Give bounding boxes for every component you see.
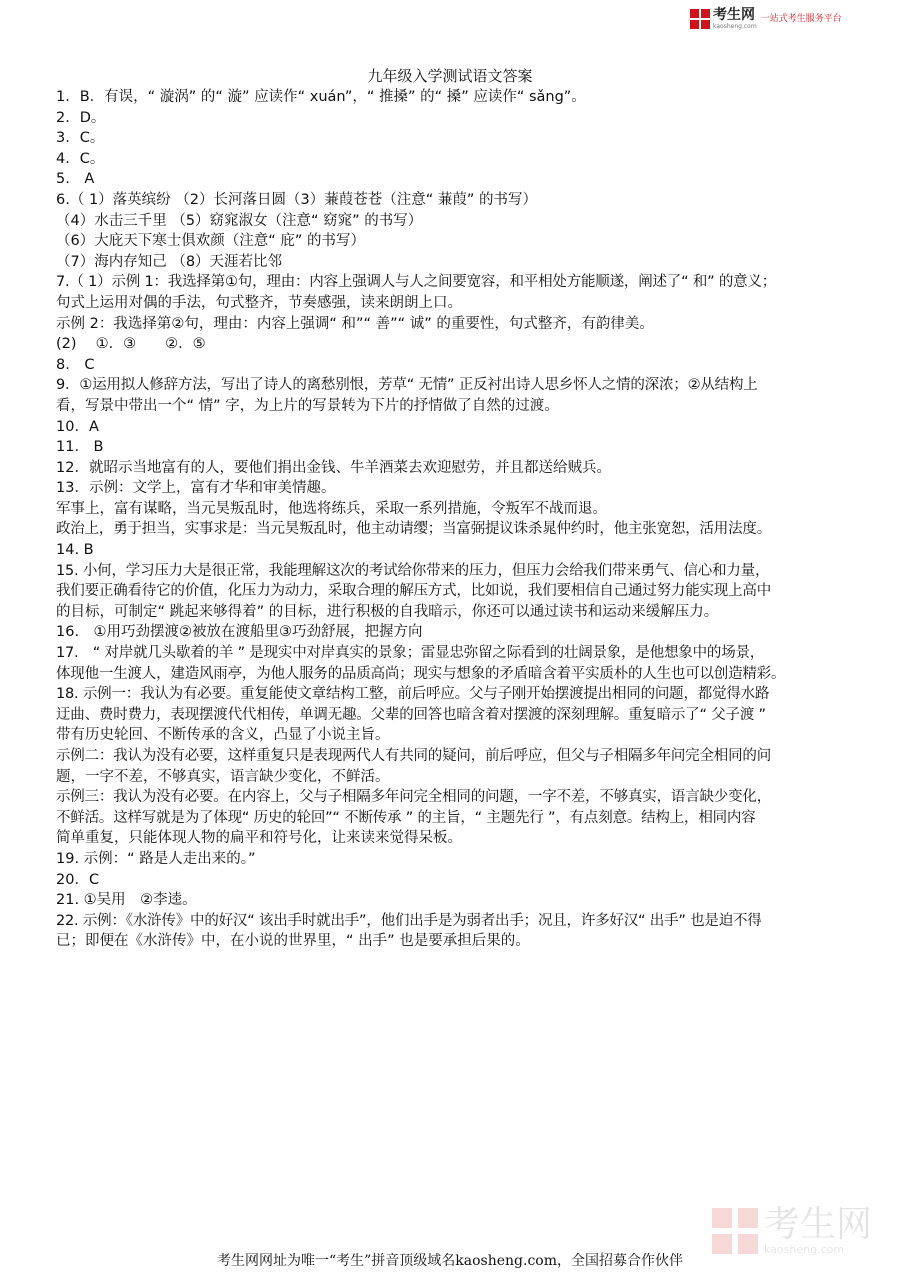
answer-line: 示例 2：我选择第②句，理由：内容上强调“ 和”“ 善”“ 诚” 的重要性，句式整齐，有韵律美。 <box>56 315 654 332</box>
answer-line: 迂曲、费时费力，表现摆渡代代相传，单调无趣。父辈的回答也暗含着对摆渡的深刻理解。重复暗示了“ 父子渡 ” <box>56 706 766 723</box>
answer-line: 已；即便在《水浒传》中，在小说的世界里，“ 出手” 也是要承担后果的。 <box>56 933 530 950</box>
answer-line: 军事上，富有谋略，当元昊叛乱时，他选将练兵，采取一系列措施，令叛军不战而退。 <box>56 500 607 517</box>
page-footer: 考生网网址为唯一“考生”拼音顶级域名kaosheng.com，全国招募合作伙伴 <box>216 1253 684 1269</box>
logo-name: 考生网 <box>713 7 755 23</box>
answer-line: 政治上，勇于担当，实事求是：当元昊叛乱时，他主动请缨；当富弼提议诛杀晁仲约时，他主张宽恕，活用法度。 <box>56 521 771 538</box>
answer-line: 的目标，可制定“ 跳起来够得着” 的目标，进行积极的自我暗示，你还可以通过读书和运动来缓解压力。 <box>56 603 719 620</box>
answer-line: 7.（ 1）示例 1：我选择第①句，理由：内容上强调人与人之间要宽容，和平相处方能顺遂，阐述了“ 和” 的意义； <box>56 274 777 291</box>
answer-line: 简单重复，只能体现人物的扁平和符号化，让来读来觉得呆板。 <box>56 830 462 847</box>
answer-line: （6）大庇天下寒士俱欢颜（注意“ 庇” 的书写） <box>56 233 365 250</box>
answer-line: 看，写景中带出一个“ 情” 字，为上片的写景转为下片的抒情做了自然的过渡。 <box>56 397 559 414</box>
logo-domain: kaosheng.com <box>713 23 757 30</box>
answer-line: (2) ①．③ ②．⑤ <box>56 336 206 353</box>
answer-line: 21. ①吴用 ②李逵。 <box>56 892 197 909</box>
answer-line: （7）海内存知己 （8）天涯若比邻 <box>56 253 283 270</box>
answer-line: 9．①运用拟人修辞方法，写出了诗人的离愁别恨，芳草“ 无情” 正反衬出诗人思乡怀人之情的深浓；②从结构上 <box>56 377 758 394</box>
answer-line: 5. A <box>56 171 95 188</box>
answer-line: 22. 示例：《水浒传》中的好汉“ 该出手时就出手”，他们出手是为弱者出手；况且，许多好汉“ 出手” 也是迫不得 <box>56 912 762 929</box>
answer-line: 8. C <box>56 356 95 373</box>
answer-content <box>56 87 856 952</box>
answer-line: 我们要正确看待它的价值，化压力为动力，采取合理的解压方式，比如说，我们要相信自己通过努力能实现上高中 <box>56 583 771 600</box>
answer-line: 1．B．有误，“ 漩涡” 的“ 漩” 应读作“ xuán”，“ 推搡” 的“ 搡” 应读作“ sǎng”。 <box>56 89 586 105</box>
answer-line: 11． B <box>56 439 104 456</box>
answer-line: 带有历史轮回、不断传承的含义，凸显了小说主旨。 <box>56 727 390 744</box>
watermark-logo <box>712 1206 872 1256</box>
watermark-name: 考生网 <box>764 1204 873 1245</box>
answer-line: 2．D。 <box>56 109 106 126</box>
answer-line: 6.（ 1）落英缤纷 （2）长河落日圆（3）蒹葭苍苍（注意“ 蒹葭” 的书写） <box>56 191 537 208</box>
logo-slogan: 一站式考生服务平台 <box>760 14 842 24</box>
answer-line: 3．C。 <box>56 130 105 147</box>
answer-line: 13．示例：文学上，富有才华和审美情趣。 <box>56 480 336 497</box>
answer-line: 体现他一生渡人，建造风雨亭，为他人服务的品质高尚；现实与想象的矛盾暗含着平实质朴的人生也可以创造精彩。 <box>56 665 786 682</box>
answer-line: 12．就昭示当地富有的人，要他们捐出金钱、牛羊酒菜去欢迎慰劳，并且都送给贼兵。 <box>56 459 611 476</box>
answer-line: 4．C。 <box>56 150 105 167</box>
watermark-icon <box>712 1208 758 1254</box>
watermark-domain: kaosheng.com <box>764 1243 845 1256</box>
document-title: 九年级入学测试语文答案 <box>367 67 533 85</box>
answer-line: 15. 小何，学习压力大是很正常，我能理解这次的考试给你带来的压力，但压力会给我们带来勇气、信心和力量， <box>56 562 770 579</box>
answer-line: 句式上运用对偶的手法，句式整齐，节奏感强，读来朗朗上口。 <box>56 294 462 311</box>
answer-line: 19. 示例：“ 路是人走出来的。” <box>56 850 256 867</box>
answer-line: 16. ①用巧劲摆渡②被放在渡船里③巧劲舒展，把握方向 <box>56 624 423 641</box>
answer-line: 17. “ 对岸就几头歇着的羊 ” 是现实中对岸真实的景象；雷显忠弥留之际看到的壮阔景象，是他想象中的场景， <box>56 645 765 662</box>
answer-line: 18. 示例一：我认为有必要。重复能使文章结构工整，前后呼应。父与子刚开始摆渡提出相同的问题，都觉得水路 <box>56 686 770 703</box>
answer-line: （4）水击三千里 （5）窈窕淑女（注意“ 窈窕” 的书写） <box>56 212 423 229</box>
answer-line: 10．A <box>56 418 99 435</box>
answer-line: 题，一字不差，不够真实，语言缺少变化，不鲜活。 <box>56 768 390 785</box>
answer-line: 示例三：我认为没有必要。在内容上，父与子相隔多年问完全相同的问题，一字不差，不够真实，语言缺少变化， <box>56 789 771 806</box>
answer-line: 20．C <box>56 871 100 888</box>
answer-line: 14. B <box>56 542 94 559</box>
answer-line: 示例二：我认为没有必要，这样重复只是表现两代人有共同的疑问，前后呼应，但父与子相隔多年问完全相同的问 <box>56 748 771 764</box>
brand-logo[interactable] <box>690 8 842 30</box>
answer-line: 不鲜活。这样写就是为了体现“ 历史的轮回”“ 不断传承 ” 的主旨，“ 主题先行 ”，有点刻意。结构上，相同内容 <box>56 809 756 826</box>
logo-icon <box>690 9 710 29</box>
